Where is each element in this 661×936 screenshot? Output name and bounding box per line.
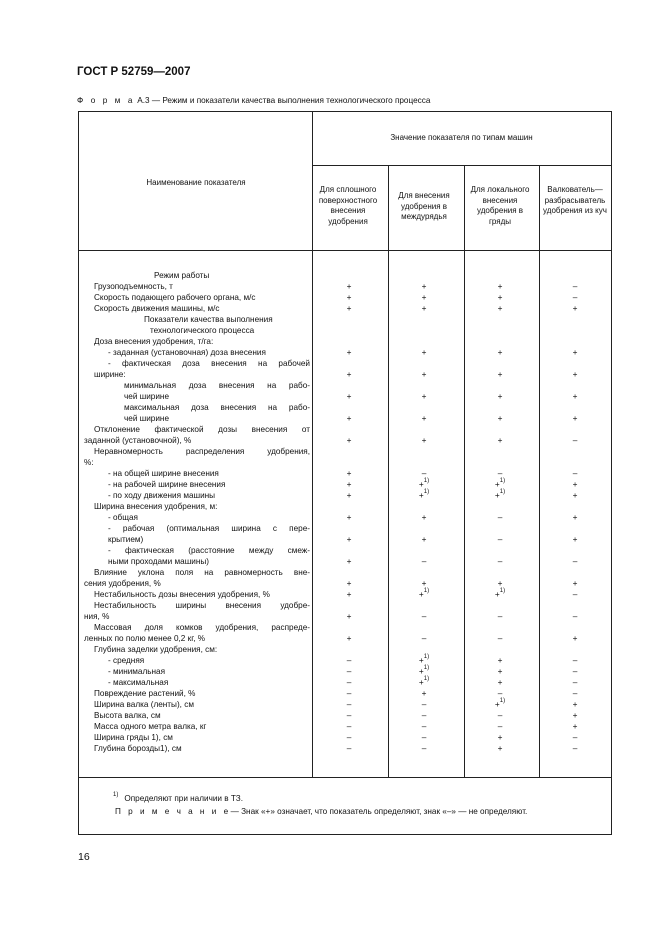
indicator-label: Нестабильность дозы внесения удобрения, % [94, 590, 270, 599]
indicator-label: - фактическая (расстояние между смеж- [108, 546, 310, 555]
indicator-mark: + [421, 435, 427, 445]
indicator-mark: + [346, 413, 352, 423]
table-note [115, 807, 527, 816]
indicator-mark: + [497, 666, 503, 676]
indicator-mark: – [421, 721, 427, 731]
indicator-mark: + [572, 369, 578, 379]
indicator-mark: + [572, 512, 578, 522]
indicator-mark: – [497, 611, 503, 621]
indicator-mark: – [421, 710, 427, 720]
indicator-label: Глубина заделки удобрения, см: [94, 645, 218, 654]
indicator-mark: + [572, 534, 578, 544]
machine-col-header: Валкователь— разбрасыватель удобрения из куч [543, 185, 607, 215]
document-header: ГОСТ Р 52759—2007 [77, 66, 191, 78]
footnote-ref: 1) [423, 588, 430, 594]
indicator-mark: + [346, 589, 352, 599]
indicator-label: Скорость движения машины, м/с [94, 304, 220, 313]
indicator-mark: – [346, 721, 352, 731]
indicator-mark: – [421, 699, 427, 709]
indicator-mark: – [572, 611, 578, 621]
indicator-mark: – [421, 611, 427, 621]
form-word: Ф о р м а [77, 96, 136, 105]
indicator-label: ния, % [84, 612, 110, 621]
footnote-ref: 1) [423, 489, 430, 495]
form-caption [77, 96, 430, 105]
indicator-label: чей ширине [124, 392, 170, 401]
indicator-mark: + [572, 413, 578, 423]
indicator-mark: – [572, 688, 578, 698]
page-number: 16 [78, 851, 90, 863]
indicator-mark: – [572, 732, 578, 742]
form-caption-text: А.3 — Режим и показатели качества выполнения технологического процесса [137, 96, 431, 105]
indicator-mark: + [346, 347, 352, 357]
indicator-mark: + [572, 391, 578, 401]
indicator-mark: – [497, 534, 503, 544]
indicator-label: Глубина борозды1), см [94, 744, 182, 753]
indicator-mark: – [572, 556, 578, 566]
indicator-mark: + [346, 534, 352, 544]
column-divider [388, 165, 389, 777]
indicator-mark: + [497, 369, 503, 379]
indicator-mark: + [346, 479, 352, 489]
table-footer [78, 777, 612, 835]
indicator-mark: +$^{1)}$ [418, 676, 430, 687]
indicator-label: - фактическая доза внесения на рабочей [108, 359, 310, 368]
footnote-ref: 1) [499, 588, 506, 594]
indicator-mark: +$^{1)}$ [494, 478, 506, 489]
indicator-mark: + [497, 677, 503, 687]
indicator-mark: + [497, 578, 503, 588]
indicator-mark: + [346, 611, 352, 621]
indicator-mark: + [497, 655, 503, 665]
indicator-mark: – [346, 655, 352, 665]
indicator-label: Влияние уклона поля на равномерность вне- [94, 568, 310, 577]
indicator-mark: – [572, 292, 578, 302]
indicator-mark: + [497, 303, 503, 313]
indicator-label: ширине: [94, 370, 126, 379]
indicator-mark: – [421, 732, 427, 742]
indicator-mark: – [346, 688, 352, 698]
indicator-mark: + [346, 512, 352, 522]
indicator-mark: + [346, 578, 352, 588]
indicator-mark: + [346, 633, 352, 643]
indicator-mark: – [572, 666, 578, 676]
indicator-label: Высота валка, см [94, 711, 161, 720]
indicator-mark: +$^{1)}$ [494, 489, 506, 500]
indicator-label: Ширина гряды 1), см [94, 733, 173, 742]
indicator-mark: + [346, 369, 352, 379]
indicator-mark: + [572, 479, 578, 489]
indicator-mark: + [421, 391, 427, 401]
footnote-ref: 1) [423, 478, 430, 484]
indicator-mark: + [346, 556, 352, 566]
indicator-label: максимальная доза внесения на рабо- [124, 403, 310, 412]
indicator-mark: – [346, 677, 352, 687]
footnote-ref: 1) [423, 654, 430, 660]
footnote-ref: 1) [499, 478, 506, 484]
indicator-mark: + [572, 633, 578, 643]
indicator-mark: +$^{1)}$ [418, 478, 430, 489]
indicator-mark: – [497, 688, 503, 698]
column-divider [539, 165, 540, 777]
indicator-mark: + [421, 578, 427, 588]
indicator-mark: – [346, 732, 352, 742]
indicator-label: - заданная (установочная) доза внесения [108, 348, 266, 357]
indicator-label: - рабочая (оптимальная ширина с пере- [108, 524, 310, 533]
indicator-mark: – [497, 468, 503, 478]
indicator-label: заданной (установочной), % [84, 436, 192, 445]
footnote-ref: 1) [423, 676, 430, 682]
indicator-label: Массовая доля комков удобрения, распреде- [94, 623, 310, 632]
indicator-label: %: [84, 458, 94, 467]
group-header-divider [312, 165, 611, 166]
indicator-mark: + [572, 490, 578, 500]
indicator-mark: – [421, 468, 427, 478]
footnote-ref: 1) [423, 665, 430, 671]
indicator-name-header: Наименование показателя [146, 178, 246, 187]
indicator-mark: + [572, 578, 578, 588]
indicator-mark: + [572, 721, 578, 731]
indicator-mark: + [421, 303, 427, 313]
indicator-mark: – [346, 743, 352, 753]
indicator-label: Ширина внесения удобрения, м: [94, 502, 218, 511]
indicator-mark: + [346, 435, 352, 445]
indicator-label: - на общей ширине внесения [108, 469, 219, 478]
indicator-mark: – [572, 655, 578, 665]
indicator-mark: – [572, 677, 578, 687]
machine-types-header: Значение показателя по типам машин [390, 133, 533, 142]
header-bottom-divider [79, 250, 611, 251]
indicator-mark: + [572, 710, 578, 720]
indicator-mark: – [497, 512, 503, 522]
indicator-label: - минимальная [108, 667, 166, 676]
indicator-mark: – [421, 633, 427, 643]
indicator-mark: + [421, 413, 427, 423]
indicator-label: Повреждение растений, % [94, 689, 196, 698]
indicator-mark: + [421, 347, 427, 357]
indicator-mark: +$^{1)}$ [494, 698, 506, 709]
machine-col-header: Для локального внесения удобрения в гряды [470, 185, 530, 226]
indicator-label: Показатели качества выполнения [144, 315, 273, 324]
footnote-ref: 1) [499, 698, 506, 704]
indicator-label: - средняя [108, 656, 145, 665]
indicator-mark: + [497, 347, 503, 357]
column-divider [464, 165, 465, 777]
indicator-mark: +$^{1)}$ [494, 588, 506, 599]
indicator-label: Режим работы [154, 271, 210, 280]
indicator-label: Нестабильность ширины внесения удобре- [94, 601, 310, 610]
indicator-label: - максимальная [108, 678, 169, 687]
indicator-mark: – [421, 743, 427, 753]
indicator-label: Грузоподъемность, т [94, 282, 173, 291]
indicator-label: - на рабочей ширине внесения [108, 480, 226, 489]
indicator-mark: + [346, 292, 352, 302]
indicator-label: Доза внесения удобрения, т/га: [94, 337, 214, 346]
indicator-label: чей ширине [124, 414, 170, 423]
indicator-label: крытием) [108, 535, 144, 544]
indicator-mark: – [572, 435, 578, 445]
indicator-mark: + [497, 391, 503, 401]
indicator-mark: + [421, 281, 427, 291]
indicator-mark: +$^{1)}$ [418, 665, 430, 676]
indicator-mark: + [346, 391, 352, 401]
indicator-mark: – [497, 556, 503, 566]
indicator-label: технологического процесса [150, 326, 255, 335]
indicator-mark: – [346, 666, 352, 676]
indicator-label: Отклонение фактической дозы внесения от [94, 425, 310, 434]
indicator-label: сения удобрения, % [84, 579, 161, 588]
indicator-mark: + [421, 292, 427, 302]
machine-col-header: Для внесения удобрения в междурядья [398, 191, 450, 221]
indicator-mark: + [572, 699, 578, 709]
indicator-mark: – [572, 281, 578, 291]
indicator-mark: – [497, 633, 503, 643]
indicator-mark: + [421, 512, 427, 522]
indicator-mark: + [497, 292, 503, 302]
indicator-label: - общая [108, 513, 138, 522]
footnote-mark: 1) [113, 792, 119, 798]
note-text: — Знак «+» означает, что показатель определяют, знак «–» — не определяют. [230, 807, 528, 816]
indicator-mark: – [572, 589, 578, 599]
indicator-label: минимальная доза внесения на рабо- [124, 381, 310, 390]
indicator-mark: + [572, 303, 578, 313]
indicator-mark: – [346, 699, 352, 709]
indicator-label: - по ходу движения машины [108, 491, 216, 500]
indicator-mark: + [497, 732, 503, 742]
indicator-mark: + [346, 281, 352, 291]
footnote-ref: 1) [499, 489, 506, 495]
footnote [113, 794, 243, 803]
indicator-mark: + [572, 347, 578, 357]
indicator-mark: – [572, 743, 578, 753]
indicator-mark: – [572, 468, 578, 478]
indicator-label: Скорость подающего рабочего органа, м/с [94, 293, 256, 302]
indicator-mark: – [421, 556, 427, 566]
machine-col-header: Для сплошного поверхностного внесения удобрения [318, 185, 378, 226]
indicator-label: Ширина валка (ленты), см [94, 700, 194, 709]
indicator-mark: +$^{1)}$ [418, 489, 430, 500]
indicator-label: Масса одного метра валка, кг [94, 722, 207, 731]
indicator-mark: + [497, 435, 503, 445]
indicator-mark: – [497, 710, 503, 720]
indicator-mark: + [497, 281, 503, 291]
indicator-mark: + [421, 534, 427, 544]
indicator-label: ленных по полю менее 0,2 кг, % [84, 634, 206, 643]
indicator-mark: + [497, 743, 503, 753]
indicator-mark: +$^{1)}$ [418, 654, 430, 665]
indicator-mark: – [497, 721, 503, 731]
note-word: П р и м е ч а н и е [115, 807, 231, 816]
indicator-label: ными проходами машины) [108, 557, 209, 566]
indicator-mark: + [346, 490, 352, 500]
indicator-mark: + [346, 468, 352, 478]
indicator-mark: +$^{1)}$ [418, 588, 430, 599]
indicator-mark: + [497, 413, 503, 423]
footnote-text: Определяют при наличии в ТЗ. [124, 794, 244, 803]
indicator-mark: + [346, 303, 352, 313]
indicator-mark: + [421, 688, 427, 698]
indicator-mark: – [346, 710, 352, 720]
indicator-label: Неравномерность распределения удобрения, [94, 447, 310, 456]
indicator-mark: + [421, 369, 427, 379]
